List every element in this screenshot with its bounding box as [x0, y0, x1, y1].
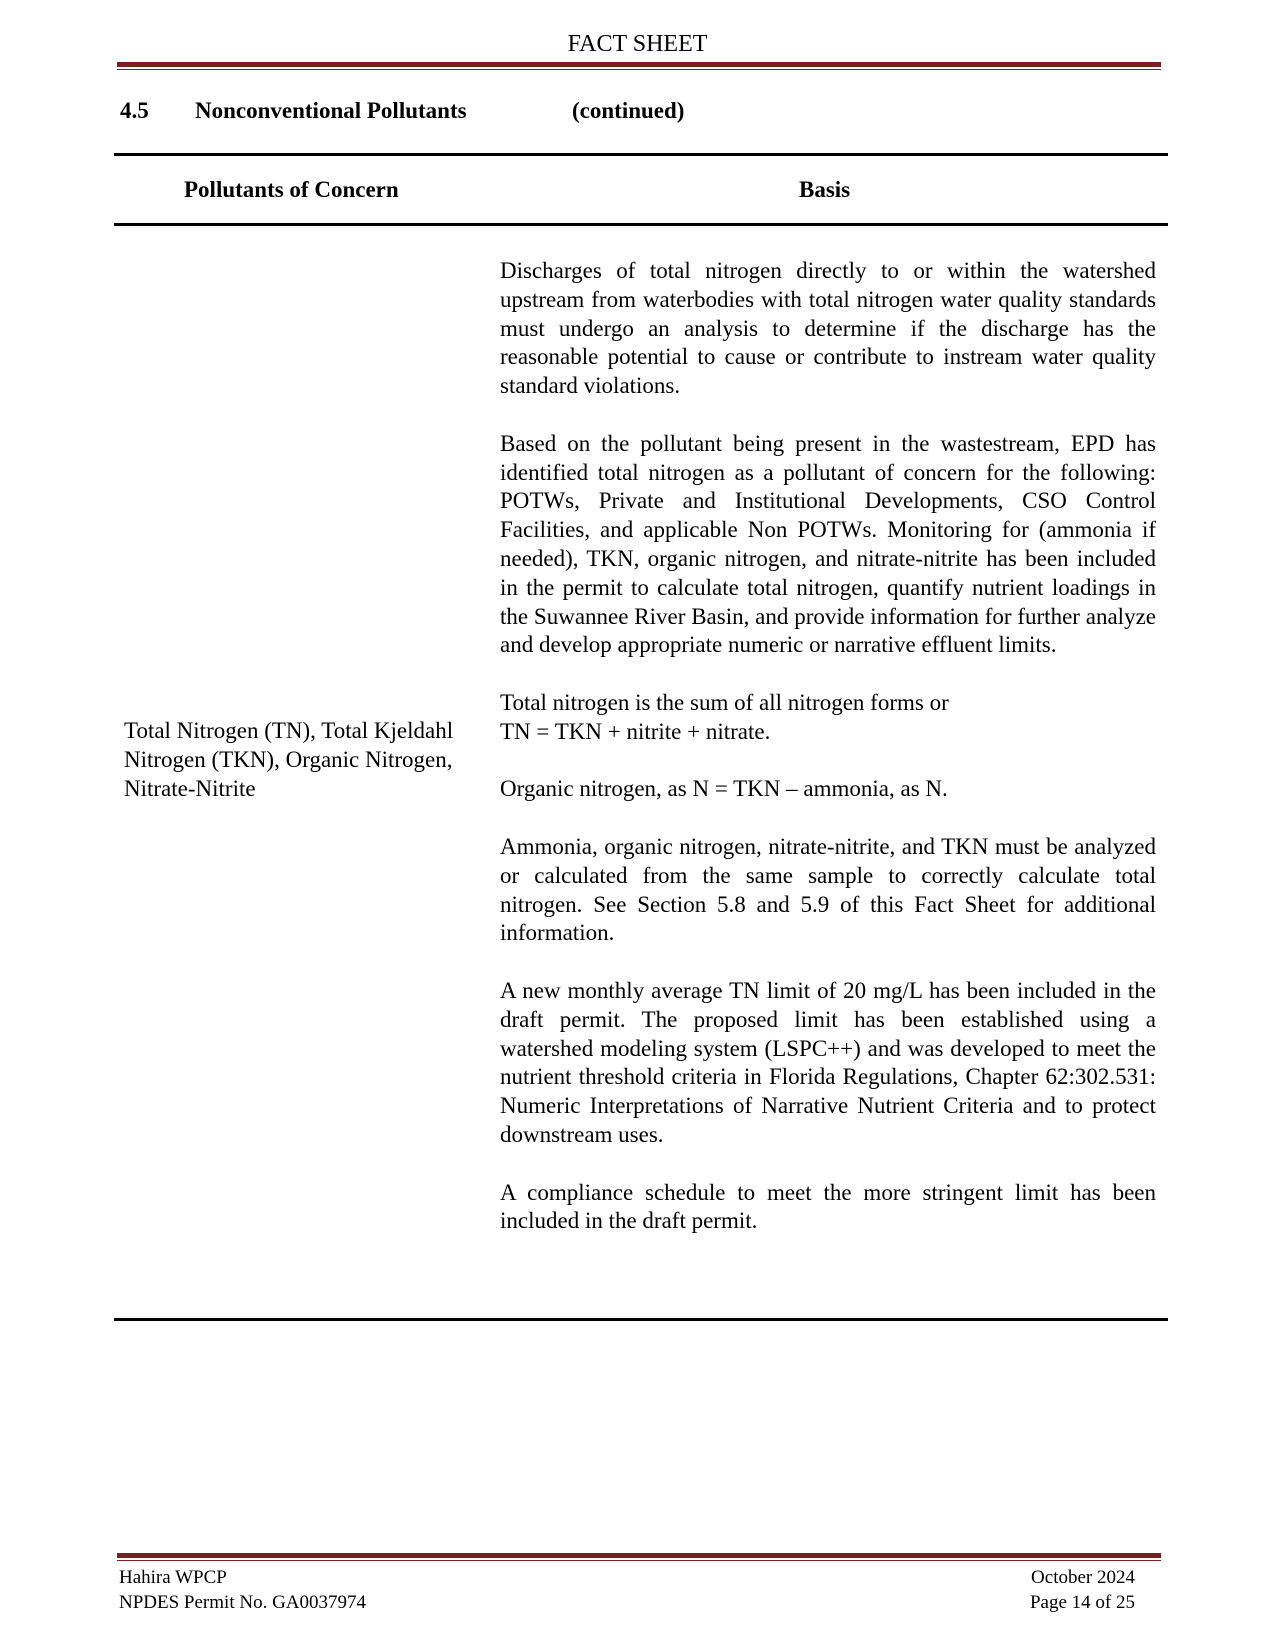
footer-page-number: Page 14 of 25 — [1029, 1592, 1135, 1613]
footer-rule-thin — [117, 1560, 1161, 1561]
section-number: 4.5 — [120, 98, 149, 123]
column-header-basis: Basis — [799, 177, 851, 202]
basis-paragraph-tn-definition — [500, 689, 1156, 747]
basis-paragraph: Organic nitrogen, as N = TKN – ammonia, as N. — [500, 776, 948, 802]
basis-paragraph: Based on the pollutant being present in the wastestream, EPD has identified total nitrogen as a pollutant of concern for the following: POTWs, Private and Institutional Developments, CSO Control Facilities, and applicable Non POTWs. Monitoring for (ammonia if needed), TKN, organic nitrogen, and nitrate-nitrite has been included in the permit to calculate total nitrogen, quantify nutrient loadings in the Suwannee River Basin, and provide information for further analyze and develop appropriate numeric or narrative effluent limits. — [500, 430, 1156, 658]
basis-line: Total nitrogen is the sum of all nitrogen forms or — [500, 689, 949, 715]
basis-paragraph: A new monthly average TN limit of 20 mg/L has been included in the draft permit. The proposed limit has been established using a watershed modeling system (LSPC++) and was developed to meet the nutrient threshold criteria in Florida Regulations, Chapter 62:302.531: Numeric Interpretations of Narrative Nutrient Criteria and to protect downstream uses. — [500, 977, 1156, 1147]
footer-permit: NPDES Permit No. GA0037974 — [119, 1592, 367, 1613]
footer-rule-thick — [117, 1553, 1161, 1558]
table-top-rule — [114, 153, 1168, 156]
table-bottom-rule — [114, 1318, 1168, 1321]
header-rule-thick — [117, 62, 1161, 67]
section-continued: (continued) — [572, 98, 685, 123]
section-title: Nonconventional Pollutants — [195, 98, 467, 123]
basis-paragraph: Ammonia, organic nitrogen, nitrate-nitrite, and TKN must be analyzed or calculated from the same sample to correctly calculate total nitrogen. See Section 5.8 and 5.9 of this Fact Sheet for additional information. — [500, 833, 1156, 946]
basis-paragraph: A compliance schedule to meet the more stringent limit has been included in the draft permit. — [500, 1179, 1156, 1234]
table-header-rule — [114, 223, 1168, 226]
footer-facility: Hahira WPCP — [119, 1567, 227, 1588]
basis-column — [500, 257, 1156, 1265]
header-rule-thin — [117, 69, 1161, 70]
footer-date: October 2024 — [1031, 1567, 1135, 1588]
pollutant-cell: Total Nitrogen (TN), Total Kjeldahl Nitrogen (TKN), Organic Nitrogen, Nitrate-Nitrite — [124, 718, 454, 801]
column-header-pollutants: Pollutants of Concern — [184, 177, 399, 202]
basis-line: TN = TKN + nitrite + nitrate. — [500, 718, 771, 744]
page-header-title: FACT SHEET — [567, 31, 708, 57]
basis-paragraph: Discharges of total nitrogen directly to or within the watershed upstream from waterbodies with total nitrogen water quality standards must undergo an analysis to determine if the discharge has the reasonable potential to cause or contribute to instream water quality standard violations. — [500, 258, 1156, 399]
